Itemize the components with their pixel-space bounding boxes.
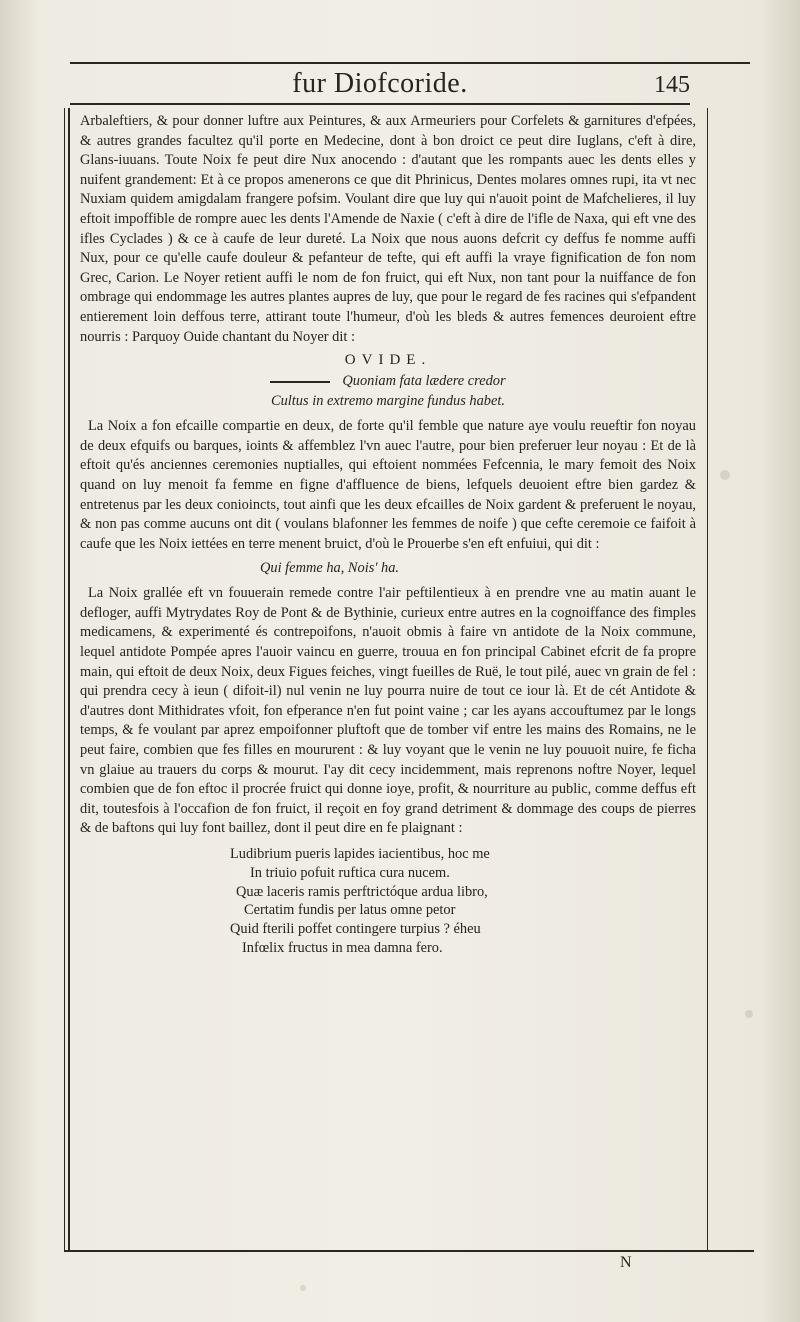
paragraph-arbalestiers: Arbaleftiers, & pour donner luftre aux Peintures, & aux Armeuriers pour Corfelets & garnitures d'efpées, & autres grandes facultez qu'il porte en Medecine, dont à bon droict ce peut dire Iuglans, c'eft à dire, Glans-iuuans. Toute Noix fe peut dire Nux anocendo : d'autant que les rompants auec les dents elles y nuifent grandement: Et à ce propos amenerons ce que dit Phrinicus, Dentes molares omnes rupi, ita vt nec Nuxiam quidem amigdalam frangere pofsim. Voulant dire que luy qui n'auoit point de Mafchelieres, il luy eftoit impoffible de rompre auec les dents l'Amende de Naxie ( c'eft à dire de l'ifle de Naxa, qui eft vne des ifles Cyclades ) & ce à caufe de leur dureté. La Noix que nous auons defcrit cy deffus fe nomme auffi Nux, pour ce qu'elle caufe douleur & pefanteur de tefte, qui eft auffi la vraye fignification de fon nom Grec, Carion. Le Noyer retient auffi le nom de fon fruict, qui eft Nux, non tant pour la nuiffance de fon ombrage qui endommage les autres plantes aupres de luy, que pour le regard de fes racines qui s'efpandent entierement loin deffous terre, attirant toute l'humeur, d'où les bleds & autres femences deuroient eftre nourris : Parquoy Ouide chantant du Noyer dit : xyxy=(80,113,696,345)
ink-stain xyxy=(300,1285,306,1291)
proverb: Qui femme ha, Nois' ha. xyxy=(260,560,399,577)
poem-line: Infœlix fructus in mea damna fero. xyxy=(242,939,443,956)
left-border-inner xyxy=(68,108,70,1250)
poem-line: Quæ laceris ramis perftrictóque ardua libro, xyxy=(236,883,488,900)
paragraph-noix-grallee: La Noix grallée eft vn fouuerain remede contre l'air peftilentieux à en prendre vne au matin auant le defloger, auffi Mytrydates Roy de Pont & de Bythinie, curieux entre autres en la cognoiffance des fimples medicamens, & experimenté és contrepoifons, n'auoit obmis à faire vn antidote de la Noix commune, lequel antidote Pompée apres l'auoir vaincu en guerre, trouua en fon principal Cabinet efcrit de fa propre main, qui eftoit de deux Noix, deux Figues feiches, vingt fueilles de Ruë, le tout pilé, auec vn grain de fel : qui prendra cecy à ieun ( difoit-il) nul venin ne luy pourra nuire de tout ce iour là. Et de cét Antidote & d'autres dont Mithidrates vfoit, fon efperance n'en fut point vaine ; car les ayans accouftumez par le longs temps, & fe voulant par aprez empoifonner pluftoft que de tomber vif entre les mains des Romains, ne le peut faire, combien que fes filles en moururent : & luy voyant que le venin ne luy pouuoit nuire, fe ficha vn glaiue au trauers du corps & mourut. I'ay dit cecy incidemment, mais reprenons noftre Noyer, lequel combien que de fon eftoc il procrée fruict qui donne ioye, profit, & nourriture au public, comme deffus eft dit, toutesfois à l'occafion de fon fruict, il reçoit en foy grand detriment & dommage des coups de pierres & de baftons qui luy font baillez, dont il peut dire en fe plaignant : xyxy=(80,585,696,837)
latin-poem xyxy=(230,845,696,958)
right-border xyxy=(707,108,708,1250)
top-rule xyxy=(70,62,750,64)
paragraph-noix-escaille: La Noix a fon efcaille compartie en deux, de forte qu'il femble que nature aye voulu reueftir fon noyau de deux efquifs ou barques, ioints & affemblez l'vn auec l'autre, pour bien preferuer leur noyau : Et de là eftoit qu'és anciennes ceremonies nuptialles, qui eftoient nommées Fefcennia, le mary femoit des Noix quand on luy menoit fa femme en figne d'affluence de biens, lefquels deuoient eftre bien gardez & entretenus par les deux conioincts, tout ainfi que les deux efcailles de Noix gardent & preferuent le noyau, & non pas comme aucuns ont dit ( voulans blafonner les femmes de noife ) que cefte ceremoie ce faifoit à caufe que les Noix iettées en terre menent bruict, d'où le Prouerbe s'en eft enfuiui, qui dit : xyxy=(80,418,696,552)
page-header xyxy=(70,68,690,100)
page-number: 145 xyxy=(654,72,690,98)
ink-stain xyxy=(745,1010,753,1018)
section-heading-ovide: OVIDE. xyxy=(344,352,432,369)
verse-line-2: Cultus in extremo margine fundus habet. xyxy=(271,392,505,409)
running-title: fur Diofcoride. xyxy=(292,68,468,99)
poem-line: Certatim fundis per latus omne petor xyxy=(244,902,456,919)
left-border-outer xyxy=(64,108,65,1250)
verse-line-1 xyxy=(80,372,696,392)
poem-line: Quid fterili poffet contingere turpius ? éheu xyxy=(230,921,481,938)
bottom-rule xyxy=(64,1250,754,1252)
signature-mark: N xyxy=(620,1254,633,1271)
poem-line: In triuio pofuit ruftica cura nucem. xyxy=(250,864,450,881)
verse-dash xyxy=(270,381,330,383)
header-rule xyxy=(70,103,690,105)
ink-stain xyxy=(720,470,730,480)
verse-line-1-text: Quoniam fata lædere credor xyxy=(342,373,506,390)
poem-line: Ludibrium pueris lapides iacientibus, hoc me xyxy=(230,846,490,862)
text-block xyxy=(80,112,696,1242)
